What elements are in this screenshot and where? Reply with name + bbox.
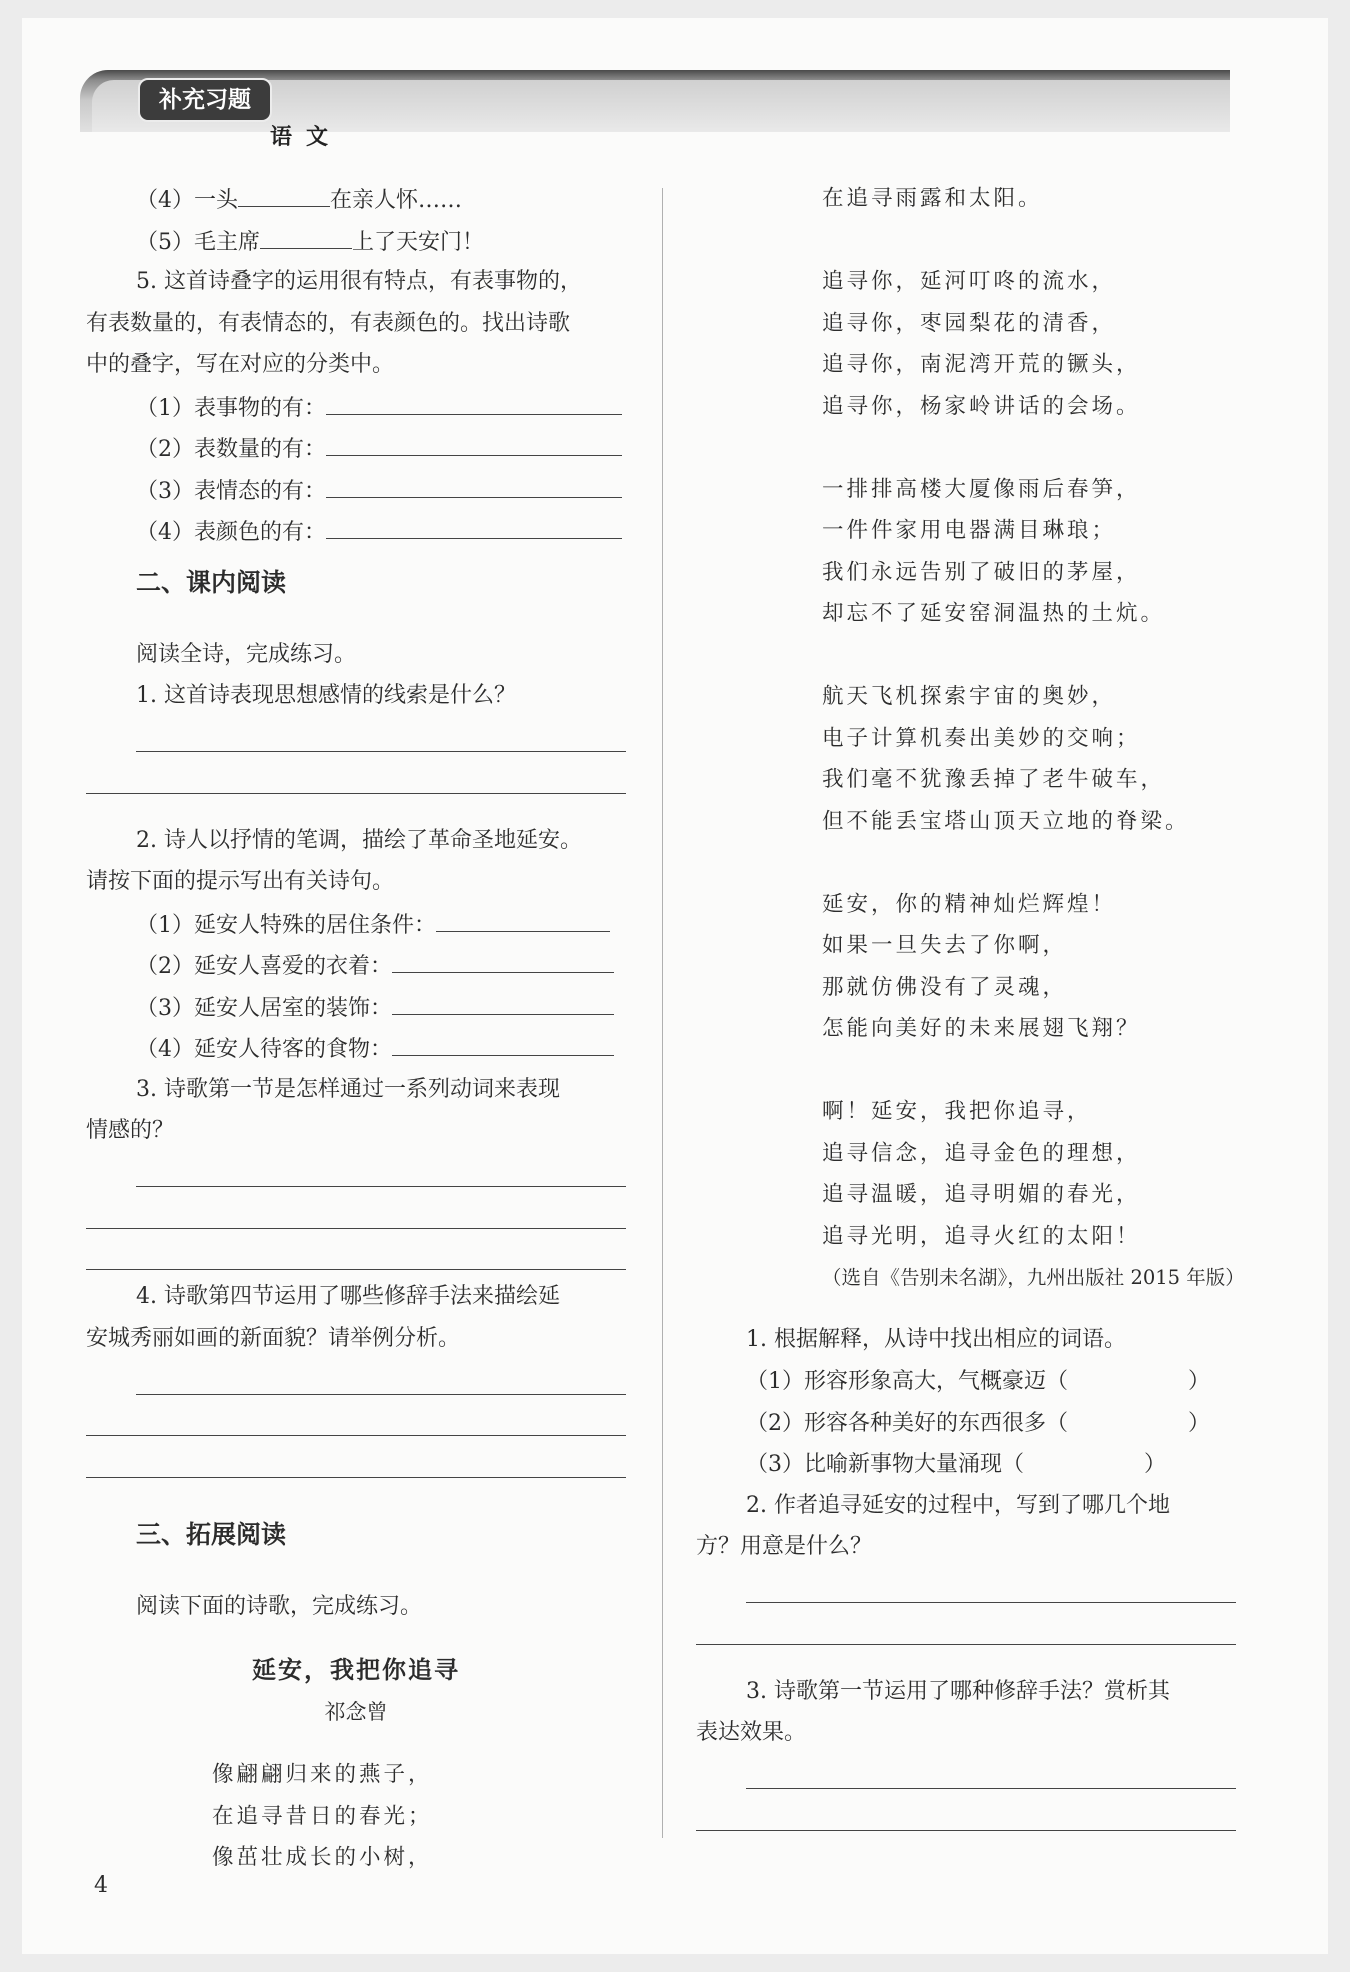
answer-line[interactable] (696, 1754, 1236, 1796)
answer-blank[interactable] (1024, 1443, 1144, 1471)
poem-source: （选自《告别未名湖》，九州出版社 2015 年版） (822, 1266, 1245, 1289)
answer-line[interactable] (86, 1401, 626, 1443)
right-column (696, 178, 1245, 1837)
question-text: 3. 诗歌第一节运用了哪种修辞手法？赏析其 (746, 1678, 1170, 1704)
poem-line: 追寻光明，追寻火红的太阳！ (822, 1223, 1141, 1249)
answer-line[interactable] (86, 1193, 626, 1235)
q2-item: （3）延安人居室的装饰： (86, 986, 626, 1028)
question-text: 有表数量的，有表情态的，有表颜色的。找出诗歌 (86, 310, 571, 336)
poem-line: 一排排高楼大厦像雨后春笋， (822, 476, 1141, 502)
section-intro: 阅读下面的诗歌，完成练习。 (136, 1593, 423, 1619)
poem-line: 追寻信念，追寻金色的理想， (822, 1140, 1141, 1166)
answer-blank[interactable] (326, 386, 622, 415)
poem-line: 我们永远告别了破旧的茅屋， (822, 559, 1141, 585)
answer-line[interactable] (86, 1235, 626, 1277)
poem-line: 电子计算机奏出美妙的交响； (822, 725, 1141, 751)
answer-line[interactable] (86, 1359, 626, 1401)
answer-blank[interactable] (238, 178, 330, 207)
header-tab-label: 补充习题 (138, 78, 272, 122)
section-heading: 三、拓展阅读 (136, 1519, 287, 1549)
fill-item-5: （5）毛主席 上了天安门！ (86, 220, 626, 262)
q5-item: （3）表情态的有： (86, 469, 626, 511)
q2-item: （4）延安人待客的食物： (86, 1027, 626, 1069)
answer-blank[interactable] (436, 903, 610, 932)
answer-line[interactable] (696, 1568, 1236, 1610)
answer-blank[interactable] (1068, 1402, 1188, 1430)
poem-line: 在追寻昔日的春光； (212, 1803, 433, 1829)
poem-line: 怎能向美好的未来展翅飞翔？ (822, 1016, 1141, 1041)
q1-item: （1）形容形象高大，气概豪迈（ ） (696, 1360, 1236, 1402)
left-column (86, 178, 626, 1879)
answer-line[interactable] (86, 1152, 626, 1194)
answer-blank[interactable] (260, 220, 352, 249)
question-text: 4. 诗歌第四节运用了哪些修辞手法来描绘延 (136, 1284, 560, 1309)
poem-author: 祁念曾 (324, 1700, 388, 1724)
question-text: 2. 诗人以抒情的笔调，描绘了革命圣地延安。 (136, 827, 582, 853)
answer-line[interactable] (696, 1609, 1236, 1651)
question-text: 1. 这首诗表现思想感情的线索是什么？ (136, 683, 516, 708)
poem-line: 如果一旦失去了你啊， (822, 933, 1068, 958)
answer-line[interactable] (86, 1442, 626, 1484)
answer-blank[interactable] (392, 1027, 614, 1056)
header-subject: 语文 (270, 125, 343, 150)
question-text: 情感的？ (86, 1118, 175, 1143)
answer-blank[interactable] (392, 944, 614, 973)
poem-line: 那就仿佛没有了灵魂， (822, 974, 1068, 1000)
q5-item: （2）表数量的有： (86, 427, 626, 469)
question-text: 3. 诗歌第一节是怎样通过一系列动词来表现 (136, 1076, 560, 1102)
poem-line: 像翩翩归来的燕子， (212, 1762, 433, 1787)
question-text: 表达效果。 (696, 1720, 807, 1745)
q2-item: （1）延安人特殊的居住条件： (86, 903, 626, 945)
question-text: 安城秀丽如画的新面貌？请举例分析。 (86, 1325, 461, 1351)
q5-item: （4）表颜色的有： (86, 510, 626, 552)
question-text: 2. 作者追寻延安的过程中，写到了哪几个地 (746, 1492, 1170, 1518)
poem-line: 我们毫不犹豫丢掉了老牛破车， (822, 767, 1166, 792)
q2-item: （2）延安人喜爱的衣着： (86, 944, 626, 986)
answer-blank[interactable] (1068, 1360, 1188, 1388)
poem-line: 但不能丢宝塔山顶天立地的脊梁。 (822, 808, 1190, 834)
q1-item: （3）比喻新事物大量涌现（ ） (696, 1443, 1236, 1485)
answer-line[interactable] (86, 717, 626, 759)
page-number: 4 (94, 1873, 108, 1898)
question-text: 方？用意是什么？ (696, 1534, 873, 1559)
poem-line: 追寻你，杨家岭讲话的会场。 (822, 393, 1141, 419)
poem-line: 延安，你的精神灿烂辉煌！ (822, 891, 1117, 917)
poem-line: 像茁壮成长的小树， (212, 1845, 433, 1870)
question-text: 中的叠字，写在对应的分类中。 (86, 352, 395, 377)
poem-line: 一件件家用电器满目琳琅； (822, 518, 1117, 543)
section-intro: 阅读全诗，完成练习。 (136, 641, 357, 667)
fill-item-4: （4）一头 在亲人怀…… (86, 178, 626, 220)
section-heading: 二、课内阅读 (136, 567, 287, 597)
answer-blank[interactable] (326, 510, 622, 539)
answer-line[interactable] (696, 1795, 1236, 1837)
poem-line: 追寻你，延河叮咚的流水， (822, 269, 1117, 294)
poem-line: 航天飞机探索宇宙的奥妙， (822, 684, 1117, 709)
poem-line: 追寻温暖，追寻明媚的春光， (822, 1182, 1141, 1207)
q1-item: （2）形容各种美好的东西很多（ ） (696, 1402, 1236, 1444)
column-divider (662, 188, 663, 1838)
answer-line[interactable] (86, 758, 626, 800)
poem-line: 追寻你，枣园梨花的清香， (822, 310, 1117, 336)
poem-title: 延安，我把你追寻 (252, 1655, 460, 1684)
q5-item: （1）表事物的有： (86, 386, 626, 428)
poem-line: 啊！延安，我把你追寻， (822, 1099, 1092, 1124)
poem-line: 却忘不了延安窑洞温热的土炕。 (822, 601, 1166, 626)
poem-line: 追寻你，南泥湾开荒的镢头， (822, 352, 1141, 377)
question-text: 请按下面的提示写出有关诗句。 (86, 869, 395, 894)
answer-blank[interactable] (326, 427, 622, 456)
question-text: 5. 这首诗叠字的运用很有特点，有表事物的， (136, 269, 582, 294)
answer-blank[interactable] (326, 469, 622, 498)
poem-line: 在追寻雨露和太阳。 (822, 186, 1043, 211)
question-text: 1. 根据解释，从诗中找出相应的词语。 (746, 1326, 1126, 1352)
answer-blank[interactable] (392, 986, 614, 1015)
